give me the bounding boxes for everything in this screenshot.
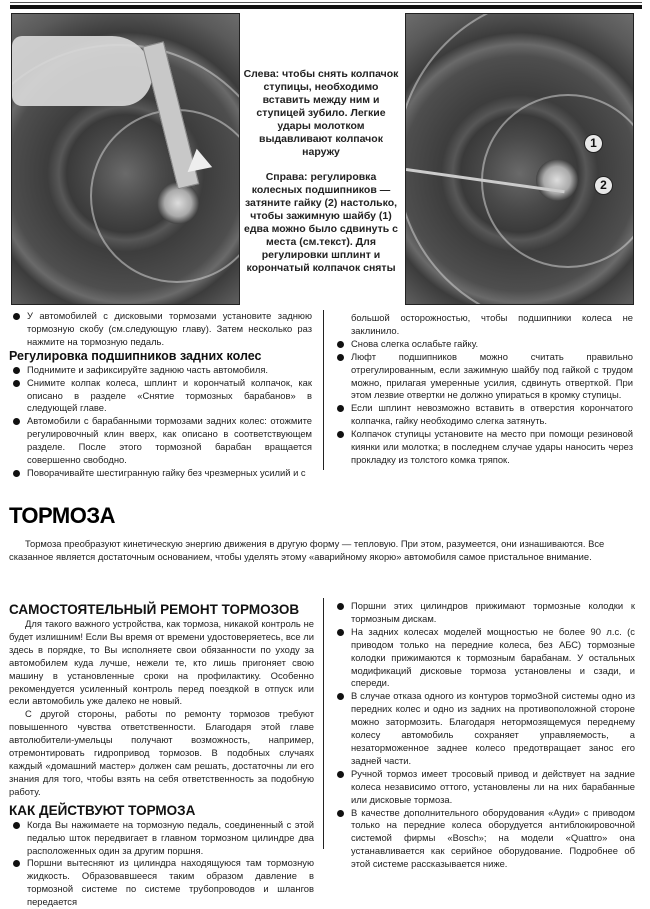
bullet-icon [13, 313, 20, 320]
list-item: Поршни вытесняют из цилиндра находящуюся там тормозную жидкость. Образовавшееся таким образом давление в тормозной системе по системе трубопроводов и шлангов передается [9, 857, 314, 909]
list-item: Поднимите и зафиксируйте заднюю часть автомобиля. [9, 364, 312, 377]
list-item: Поворачивайте шестигранную гайку без чрезмерных усилий и с [9, 467, 312, 480]
bullet-icon [337, 354, 344, 361]
bullet-icon [337, 341, 344, 348]
callout-2: 2 [594, 176, 613, 195]
paragraph: С другой стороны, работы по ремонту тормозов требуют повышенного чувства ответственности. Благодаря этой главе автолюбители-умельцы получают возможность, например, отремонтировать гидропривод тормозов. В подобных случаях каждый «домашний мастер» должен сам решать, достаточны ли его знания для того, чтобы взять на себя ответственность за подобную работу. [9, 708, 314, 797]
bullet-icon [337, 405, 344, 412]
list-item: Снова слегка ослабьте гайку. [333, 338, 633, 351]
heading-self-repair: САМОСТОЯТЕЛЬНЫЙ РЕМОНТ ТОРМОЗОВ [9, 602, 300, 617]
lower-left-column [9, 601, 314, 909]
top-rule-thin [10, 2, 642, 3]
list-item: Если шплинт невозможно вставить в отверстия корончатого колпачка, гайку необходимо слегка затянуть. [333, 402, 633, 428]
list-item: В качестве дополнительного оборудования «Ауди» с приводом только на передние колеса оборудуется антиблокировочной системой фирмы «Bosch»; на модели «Quattro» она устанавливается как серийное оборудование. Подробнее об этой системе рассказывается ниже. [333, 807, 635, 872]
column-divider [323, 598, 324, 849]
caption-right: Справа: регулировка колесных подшипников — затяните гайку (2) настолько, чтобы зажимную шайбу (1) едва можно было сдвинуть с места (см.текст). Для регулировки шплинт и корончатый колпачок сняты [244, 171, 398, 274]
lower-right-column [333, 600, 635, 871]
photo-captions [241, 68, 401, 287]
bullet-icon [13, 367, 20, 374]
photo-bearing-adjustment [405, 13, 634, 305]
list-item: У автомобилей с дисковыми тормозами установите заднюю тормозную скобу (см.следующую главу). Затем несколько раз нажмите на тормозную педаль. [9, 310, 312, 349]
column-divider [323, 310, 324, 470]
bullet-icon [13, 860, 20, 867]
top-rule-thick [10, 5, 642, 9]
heading-how-brakes-work: КАК ДЕЙСТВУЮТ ТОРМОЗА [9, 802, 196, 818]
photo-hubcap-removal [11, 13, 240, 305]
bullet-icon [13, 822, 20, 829]
bullet-icon [337, 431, 344, 438]
bullet-icon [13, 380, 20, 387]
hand [12, 36, 152, 106]
list-item: Колпачок ступицы установите на место при помощи резиновой киянки или молотка; в последнем случае удары наносить через прокладку из толстого комка тряпок. [333, 428, 633, 467]
list-item: В случае отказа одного из контуров тормоЗной системы одно из передних колес и одно из задних на противоположной стороне можно затормозить. Благодаря нетормозящемуся переднему колесу автомобиль сохраняет управляемость, а незаторможенное заднее колесо предотвращает занос его задней части. [333, 690, 635, 767]
upper-right-column [333, 312, 633, 467]
section-intro: Тормоза преобразуют кинетическую энергию движения в другую форму — тепловую. При этом, разумеется, они изнашиваются. Все сказанное является достаточным основанием, чтобы уделять этому «аварийному якорю» автомобиля самое пристальное внимание. [9, 538, 605, 562]
caption-left: Слева: чтобы снять колпачок ступицы, необходимо вставить между ним и ступицей зубило. Легкие удары молотком выдавливают колпачок наружу [243, 68, 399, 158]
bullet-icon [337, 603, 344, 610]
list-item: На задних колесах моделей мощностью не более 90 л.с. (с приводом только на передние колеса, без АБС) тормозные колодки прижимаются к тормозным барабанам. У остальных модификаций дисковые тормоза установлены и сзади, и спереди. [333, 626, 635, 691]
paragraph: Для такого важного устройства, как тормоза, никакой контроль не будет излишним! Если Вы время от времени удостоверяетесь, все ли здесь в порядке, то Вы исполняете свои обязанности по уходу за автомобилем куда лучше, нежели те, кто лишь пригоняет свою машину в установленные сроки на профилактику. Особенно рекомендуется усиленный контроль перед поездкой в отпуск или если автомобиль уже далеко не новый. [9, 618, 314, 707]
bullet-icon [337, 629, 344, 636]
bullet-icon [13, 418, 20, 425]
bullet-icon [13, 470, 20, 477]
bullet-icon [337, 810, 344, 817]
subheading-bearing-adjustment: Регулировка подшипников задних колес [9, 348, 262, 363]
list-item: Люфт подшипников можно считать правильно отрегулированным, если зажимную шайбу под гайкой с трудом можно, прилагая умеренные усилия, сдвинуть отверткой. При этом лезвие отвертки не должно упираться в кромку ступицы. [333, 351, 633, 403]
section-title: ТОРМОЗА [9, 503, 115, 528]
continuation-text: большой осторожностью, чтобы подшипники колеса не заклинило. [351, 312, 633, 336]
callout-1: 1 [584, 134, 603, 153]
list-item: Снимите колпак колеса, шплинт и корончатый колпачок, как описано в разделе «Снятие тормозных барабанов» в следующей главе. [9, 377, 312, 416]
list-item: Ручной тормоз имеет тросовый привод и действует на задние колеса независимо оттого, установлены ли на них барабанные или дисковые тормоза. [333, 768, 635, 807]
bullet-icon [337, 771, 344, 778]
list-item: Автомобили с барабанными тормозами задних колес: отожмите регулировочный клин вверх, как описано в соответствующем разделе. После этого тормозной барабан вращается совершенно свободно. [9, 415, 312, 467]
upper-left-column [9, 310, 312, 480]
hub-nut [536, 159, 578, 201]
list-item: Когда Вы нажимаете на тормозную педаль, соединенный с этой педалью шток передвигает в главном тормозном цилиндре два расположенных один за другим поршня. [9, 819, 314, 858]
list-item: Поршни этих цилиндров прижимают тормозные колодки к тормозным дискам. [333, 600, 635, 626]
bullet-icon [337, 693, 344, 700]
